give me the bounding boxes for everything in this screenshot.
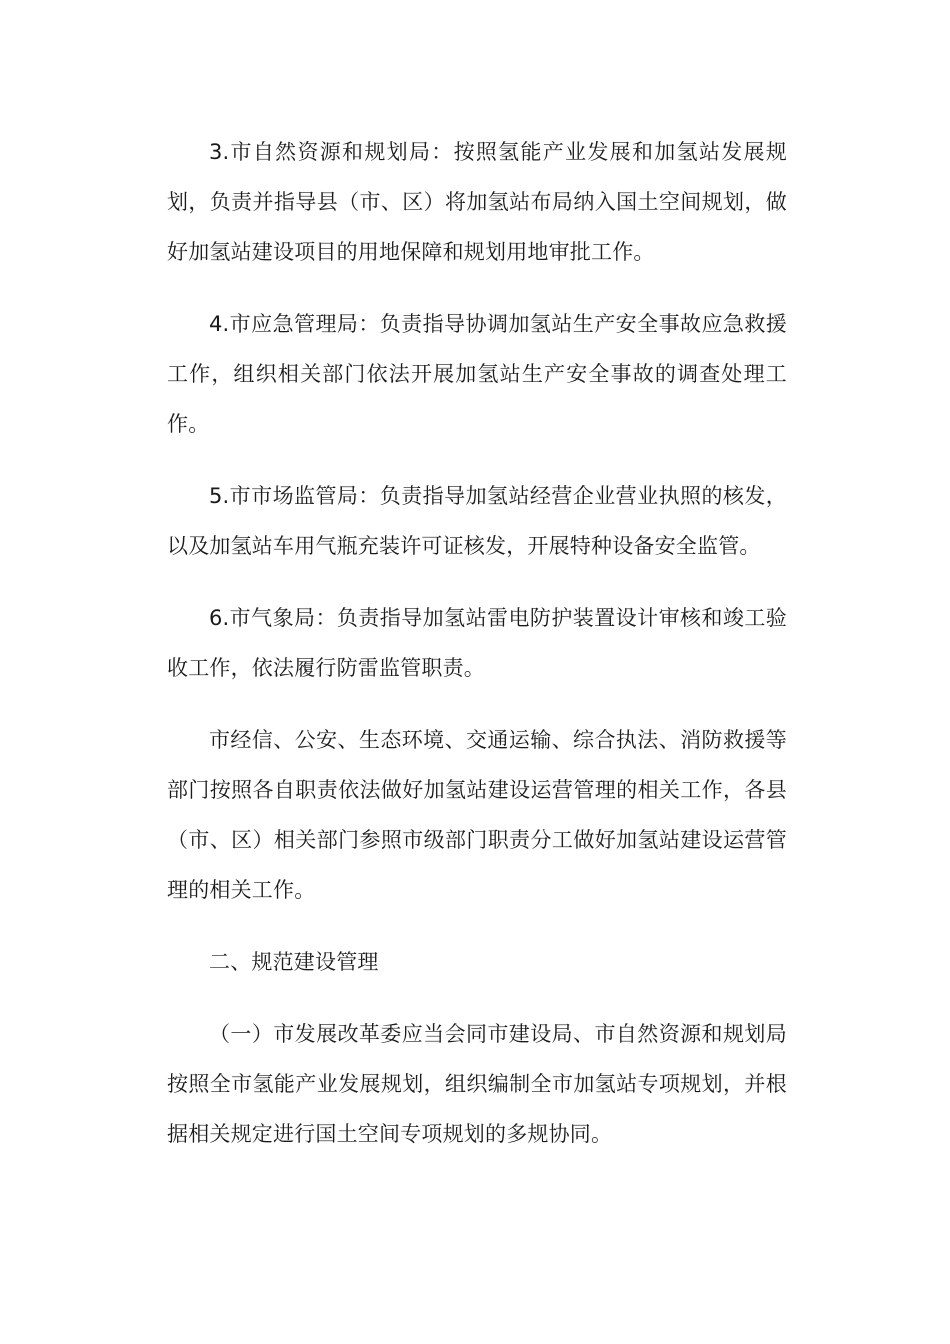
paragraph-other-departments: 市经信、公安、生态环境、交通运输、综合执法、消防救援等部门按照各自职责依法做好加氢站建设运营管理的相关工作，各县（市、区）相关部门参照市级部门职责分工做好加氢站建设运营管理的相关工作。 — [167, 728, 787, 902]
paragraph-planning: （一）市发展改革委应当会同市建设局、市自然资源和规划局按照全市氢能产业发展规划，组织编制全市加氢站专项规划，并根据相关规定进行国土空间专项规划的多规协同。 — [167, 1022, 787, 1146]
paragraph-emergency-management: 4.市应急管理局：负责指导协调加氢站生产安全事故应急救援工作，组织相关部门依法开展加氢站生产安全事故的调查处理工作。 — [167, 312, 787, 436]
paragraph-market-supervision: 5.市市场监管局：负责指导加氢站经营企业营业执照的核发，以及加氢站车用气瓶充装许可证核发，开展特种设备安全监管。 — [167, 484, 787, 558]
paragraph-meteorological: 6.市气象局：负责指导加氢站雷电防护装置设计审核和竣工验收工作，依法履行防雷监管职责。 — [167, 606, 787, 680]
paragraph-natural-resources: 3.市自然资源和规划局：按照氢能产业发展和加氢站发展规划，负责并指导县（市、区）将加氢站布局纳入国土空间规划，做好加氢站建设项目的用地保障和规划用地审批工作。 — [167, 140, 787, 264]
document-body — [167, 127, 787, 1181]
section-heading: 二、规范建设管理 — [209, 950, 379, 974]
